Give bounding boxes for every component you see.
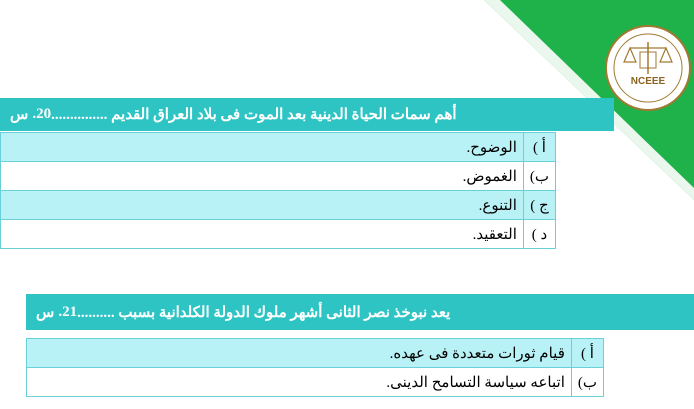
question-21-options [26,338,604,397]
option-letter: أ ) [571,339,603,368]
option-row[interactable] [27,339,604,368]
option-letter: د ) [523,220,555,249]
question-text: أهم سمات الحياة الدينية بعد الموت فى بلاد العراق القديم ............... [51,107,457,123]
option-letter: ب) [523,162,555,191]
option-text: قيام ثورات متعددة فى عهده. [27,339,572,368]
option-text: اتباعه سياسة التسامح الدينى. [27,368,572,397]
option-text: التنوع. [1,191,524,220]
question-number: 20. [32,106,52,122]
option-row[interactable] [27,368,604,397]
option-letter: ج ) [523,191,555,220]
nceee-logo-seal [604,24,692,112]
option-text: الغموض. [1,162,524,191]
option-text: التعقيد. [1,220,524,249]
question-text: يعد نبوخذ نصر الثانى أشهر ملوك الدولة الكلدانية بسبب .......... [77,304,451,321]
question-21-header [26,294,694,330]
option-row[interactable] [1,133,556,162]
question-20-header [0,98,614,131]
question-20-options [0,132,556,249]
question-label: س [36,304,55,321]
option-row[interactable] [1,220,556,249]
logo-text: NCEEE [630,76,666,87]
option-text: الوضوح. [1,133,524,162]
option-row[interactable] [1,191,556,220]
question-label: س [10,107,29,123]
option-row[interactable] [1,162,556,191]
option-letter: ب) [571,368,603,397]
question-number: 21. [58,303,78,320]
option-letter: أ ) [523,133,555,162]
